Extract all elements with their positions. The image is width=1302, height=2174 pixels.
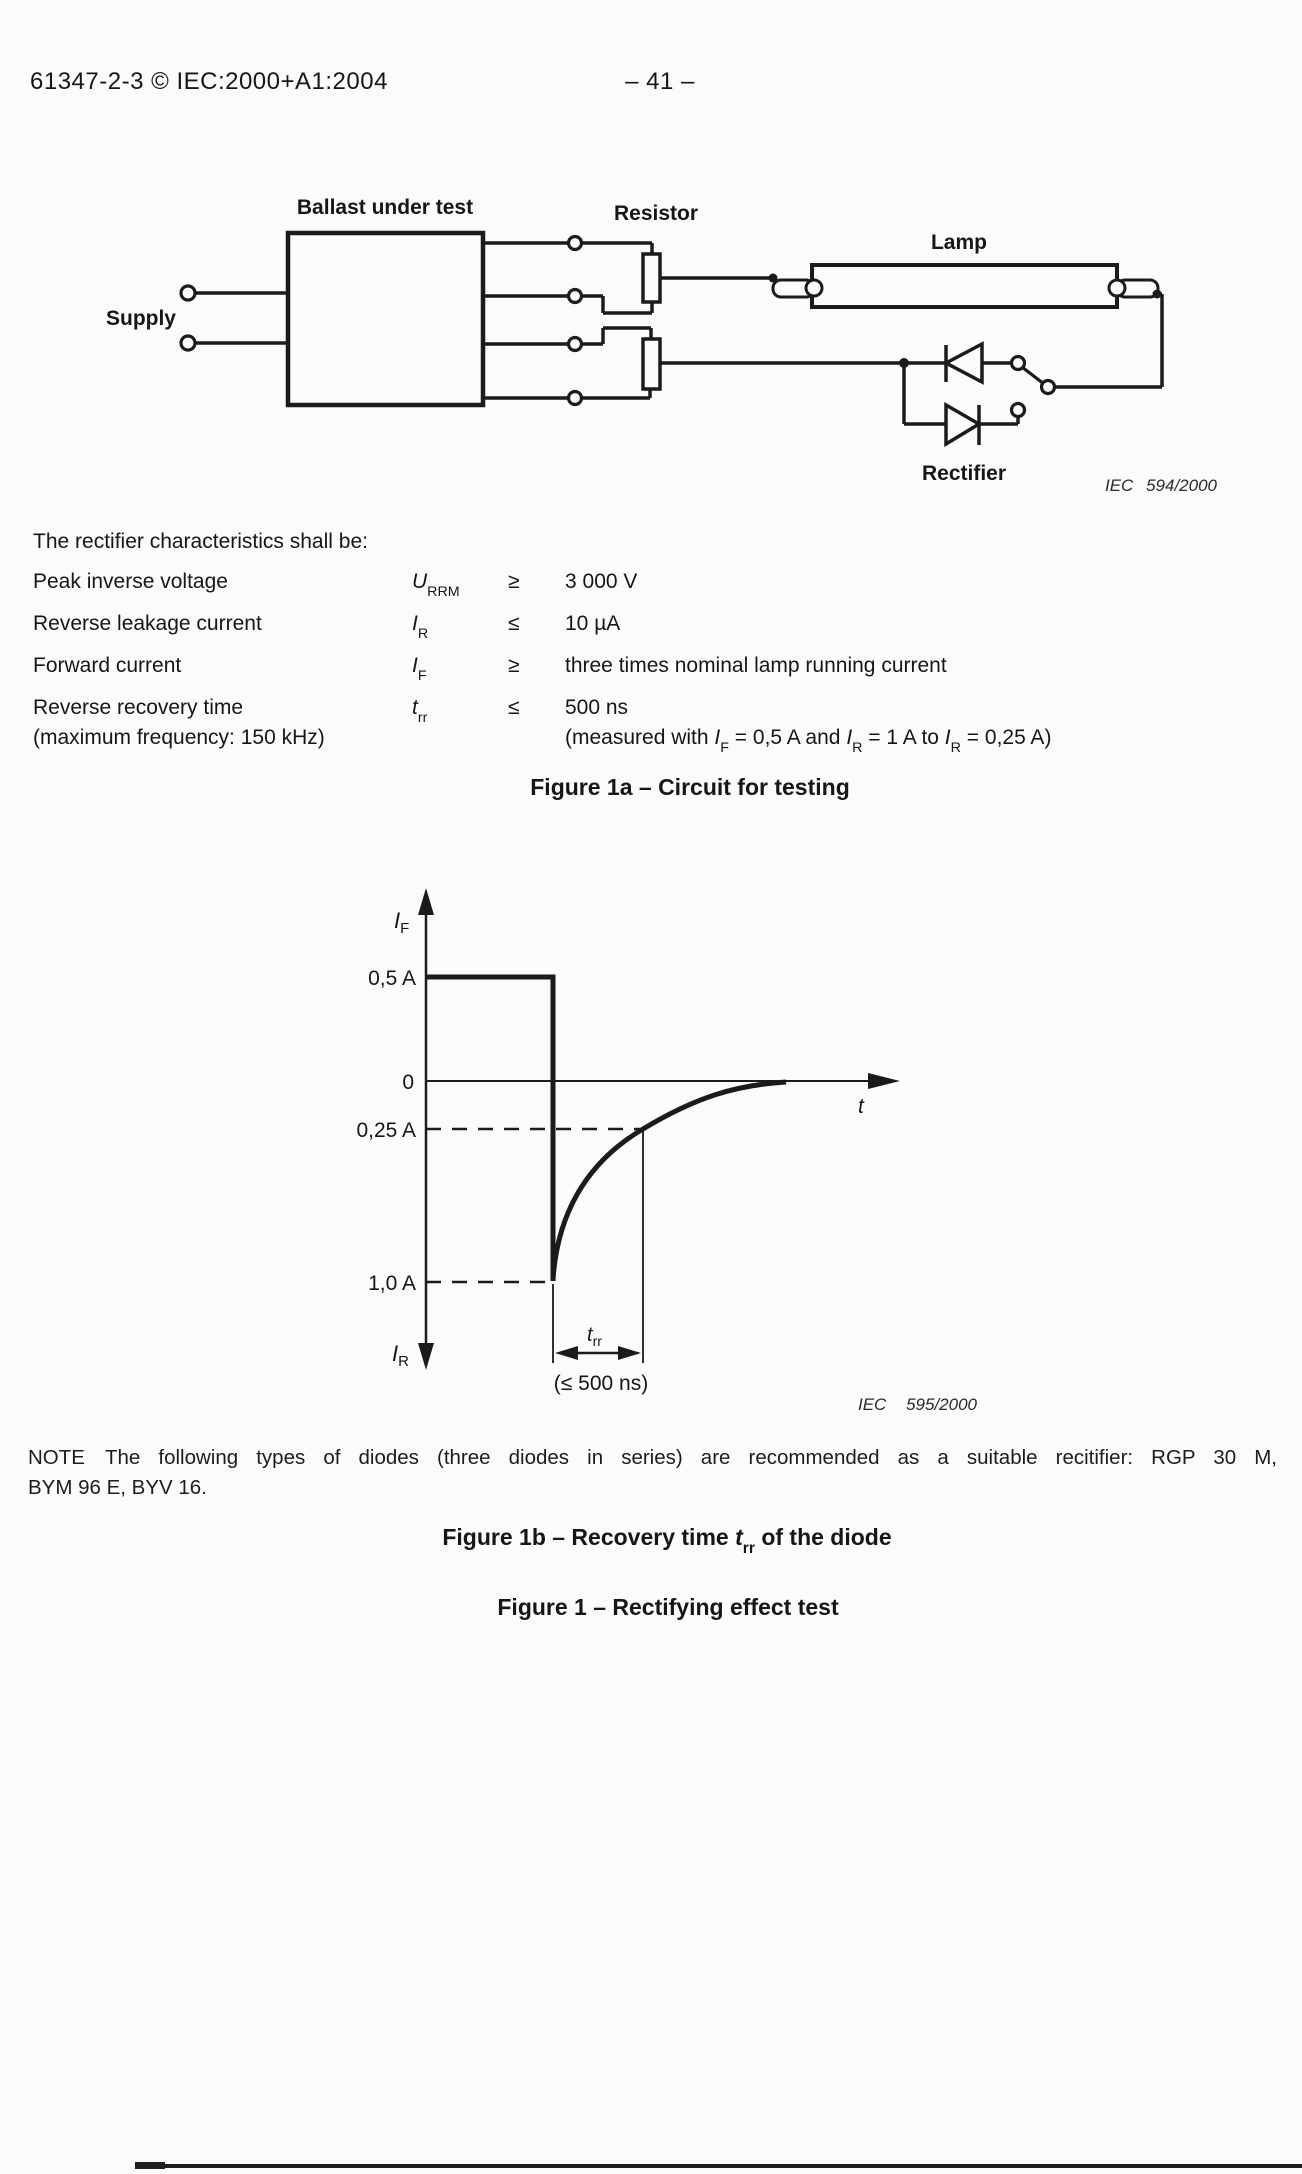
- row-operator: ≥: [508, 570, 520, 593]
- supply-terminal-bottom: [181, 336, 195, 350]
- row-value-continued: (measured with $I_F = 0,5$ A and $I_R = 1$ A to $I_R = 0,25$ A): [565, 726, 1052, 756]
- lamp-label: Lamp: [930, 231, 988, 254]
- supply-terminal-top: [181, 286, 195, 300]
- row-value: three times nominal lamp running current: [565, 654, 947, 677]
- row-label: Reverse leakage current: [33, 612, 262, 635]
- figure-1-caption: Figure 1 – Rectifying effect test: [497, 1594, 839, 1620]
- iec-reference-594: IEC: [1105, 476, 1134, 495]
- characteristics-intro: The rectifier characteristics shall be:: [33, 530, 368, 553]
- iec-reference-595: IEC: [858, 1395, 887, 1414]
- row-symbol: $I_F$: [412, 654, 427, 684]
- trr-limit-label: (≤ 500 ns): [553, 1372, 649, 1395]
- row-operator: ≥: [508, 654, 520, 677]
- trr-label: trr: [587, 1324, 602, 1349]
- lamp-tube: [812, 265, 1117, 307]
- row-label: Reverse recovery time: [33, 696, 244, 719]
- supply-wires: [195, 293, 288, 343]
- supply-label: Supply: [105, 307, 177, 330]
- switch-icon: [1012, 357, 1055, 394]
- iec-reference-595-number: 595/2000: [906, 1395, 977, 1414]
- tick-label-0: 0: [402, 1071, 414, 1094]
- axis-label-t: t: [858, 1095, 864, 1118]
- junction-dot-rectifier: [899, 358, 909, 368]
- resistor-symbol-top: [643, 254, 660, 302]
- ballast-label: Ballast under test: [296, 196, 474, 219]
- header-document-reference: 61347-2-3 © IEC:2000+A1:2004: [30, 68, 388, 95]
- ballast-box: [288, 233, 483, 405]
- header-page-number: – 41 –: [625, 68, 695, 95]
- row-symbol: $t_{rr}$: [412, 696, 428, 726]
- output-terminal-1: [569, 237, 582, 250]
- lamp-cap-left: [773, 280, 822, 297]
- row-operator: ≤: [508, 696, 520, 719]
- output-terminal-2: [569, 290, 582, 303]
- figure-1b-caption: Figure 1b – Recovery time $t_{rr}$ of the diode: [442, 1524, 892, 1558]
- note-text-line1: The following types of diodes (three diodes in series) are recommended as a suitable recitifier: RGP 30 M,: [104, 1446, 1277, 1469]
- row-label: Forward current: [33, 654, 182, 677]
- scan-artifact-line: [135, 2164, 1302, 2168]
- figure-1a-caption: Figure 1a – Circuit for testing: [530, 774, 850, 800]
- diode-icon-lower: [904, 363, 1025, 445]
- tick-label-10A: 1,0 A: [368, 1272, 416, 1295]
- diode-icon-upper: [946, 344, 1011, 382]
- row-label-continued: (maximum frequency: 150 kHz): [33, 726, 325, 749]
- resistor-label: Resistor: [613, 202, 699, 225]
- time-axis: [426, 1073, 900, 1089]
- row-value: 3 000 V: [565, 570, 638, 593]
- row-symbol: $U_{RRM}$: [412, 570, 460, 600]
- scan-artifact-blob: [135, 2162, 165, 2169]
- row-symbol: $I_R$: [412, 612, 429, 642]
- row-label: Peak inverse voltage: [33, 570, 228, 593]
- waveform-recovery-curve: [553, 1082, 786, 1280]
- lamp-cap-right: [1109, 280, 1158, 297]
- tick-label-05A: 0,5 A: [368, 967, 416, 990]
- output-terminal-4: [569, 392, 582, 405]
- ballast-output-row3: [483, 328, 651, 344]
- resistor-symbol-bottom: [643, 339, 660, 389]
- axis-label-ir: $I_R$: [392, 1341, 409, 1370]
- row-value: 500 ns: [565, 696, 629, 719]
- axis-label-if: $I_F$: [394, 908, 410, 937]
- row-operator: ≤: [508, 612, 520, 635]
- note-tag: NOTE: [28, 1446, 85, 1469]
- junction-dot-lamp-right: [1153, 290, 1162, 299]
- row-value: 10 µA: [565, 612, 621, 635]
- ballast-output-row4: [483, 389, 650, 398]
- note-text-line2: BYM 96 E, BYV 16.: [28, 1476, 207, 1499]
- figure-1b-recovery-graph: [0, 860, 1302, 1440]
- junction-dot-lamp-left: [769, 274, 778, 283]
- tick-label-025A: 0,25 A: [356, 1119, 416, 1142]
- output-terminal-3: [569, 338, 582, 351]
- figure-1a-circuit-diagram: [0, 0, 1302, 520]
- rectifier-label: Rectifier: [921, 462, 1007, 485]
- iec-reference-594-number: 594/2000: [1146, 476, 1217, 495]
- note-paragraph: [28, 1443, 1277, 1503]
